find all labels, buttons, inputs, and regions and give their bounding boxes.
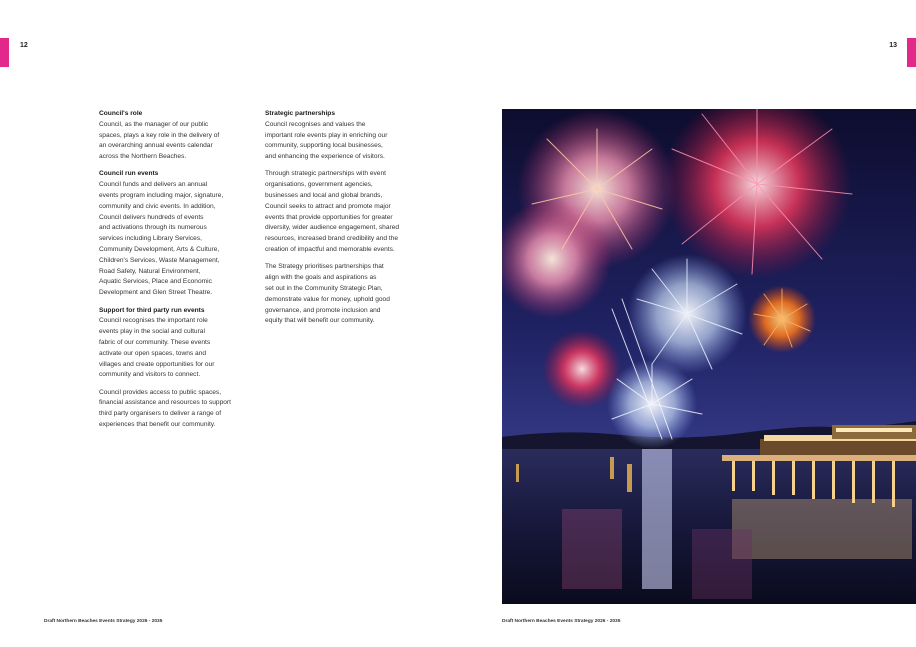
section-body-partnership-benefits: Through strategic partnerships with event organisations, government agencies, businesses and local and global brands, Council seeks to attract and promote major events that provide opportunities for greater diversity, wider audience engagement, shared resources, increased brand credibility and the creation of impactful and memorable events.	[265, 170, 400, 254]
page-number-right: 13	[889, 42, 897, 49]
text-column-left	[99, 109, 249, 437]
section-body-councils-role: Council, as the manager of our public spaces, plays a key role in the delivery of an overarching annual events calendar across the Northern Beaches.	[99, 120, 220, 161]
section-body-strategy-priorities: The Strategy prioritises partnerships that align with the goals and aspirations as set out in the Community Strategic Plan, demonstrate value for money, uphold good governance, and promote inclusion and equity that will benefit our community.	[265, 263, 390, 325]
text-column-middle	[265, 109, 420, 334]
page-number-left: 12	[20, 42, 28, 49]
fireworks-photo	[502, 109, 916, 604]
footer-left: Draft Northern Beaches Events Strategy 2026 - 2035	[44, 619, 163, 624]
section-heading-strategic-partnerships: Strategic partnerships	[265, 110, 335, 117]
section-body-third-party-support: Council recognises the important role events play in the social and cultural fabric of our community. These events activate our open spaces, towns and villages and create opportunities for our community and visitors to connect.	[99, 317, 215, 379]
section-body-council-run-events: Council funds and delivers an annual events program including major, signature, community and civic events. In addition, Council delivers hundreds of events and activations through its numerous services including Library Services, Community Development, Arts & Culture, Children's Services, Waste Management, Road Safety, Natural Environment, Aquatic Services, Place and Economic Development and Glen Street Theatre.	[99, 181, 224, 297]
section-body-strategic-partnerships: Council recognises and values the important role events play in enriching our community, supporting local businesses, and enhancing the experience of visitors.	[265, 120, 388, 161]
footer-right: Draft Northern Beaches Events Strategy 2026 - 2035	[502, 619, 621, 624]
section-heading-councils-role: Council's role	[99, 110, 143, 117]
page-tab-left	[0, 38, 9, 67]
section-heading-council-run-events: Council run events	[99, 170, 159, 178]
page-tab-right	[907, 38, 916, 67]
section-body-public-spaces-access: Council provides access to public spaces, financial assistance and resources to support third party organisers to deliver a range of experiences that benefit our community.	[99, 388, 231, 429]
section-heading-third-party-support: Support for third party run events	[99, 306, 205, 314]
